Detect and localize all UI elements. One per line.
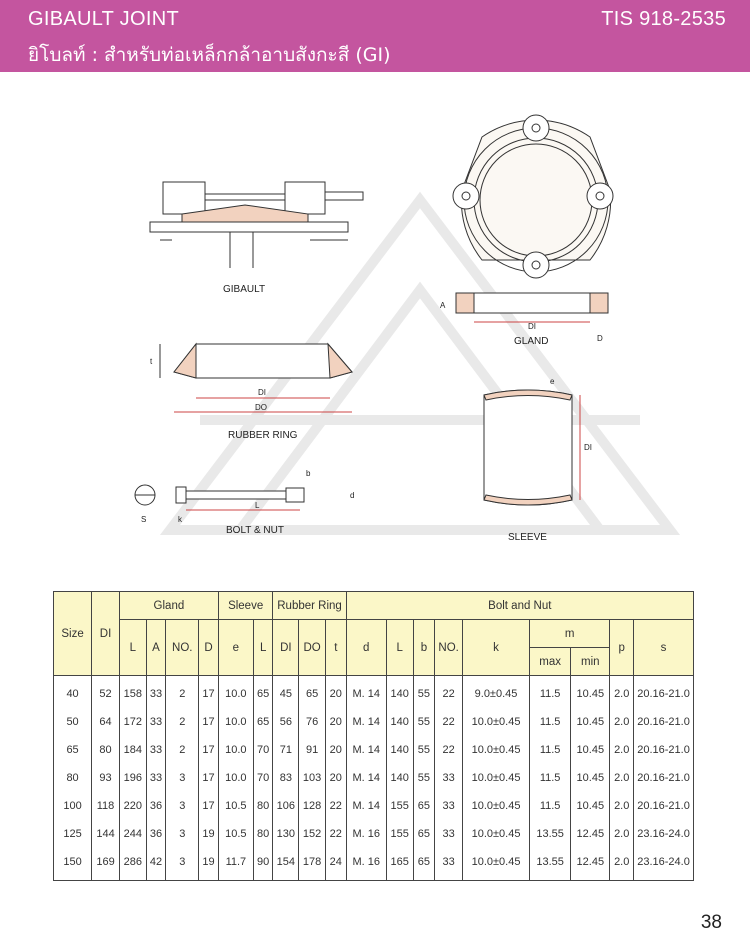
table-cell: 50 [54, 708, 92, 736]
table-cell: 9.0±0.45 [463, 676, 530, 709]
subheader-sleeve-e: e [218, 620, 253, 676]
table-cell: 3 [166, 820, 199, 848]
table-cell: 65 [413, 820, 435, 848]
table-cell: 33 [435, 848, 463, 881]
table-cell: 144 [92, 820, 120, 848]
table-cell: 23.16-24.0 [634, 820, 694, 848]
table-cell: 152 [299, 820, 326, 848]
table-cell: 130 [273, 820, 299, 848]
table-cell: 33 [435, 820, 463, 848]
bolt-nut-drawing [135, 485, 304, 510]
header-gland: Gland [119, 592, 218, 620]
table-cell: 2.0 [610, 848, 634, 881]
subheader-bolt-p: p [610, 620, 634, 676]
table-cell: 20.16-21.0 [634, 676, 694, 709]
page-header [0, 0, 750, 72]
table-cell: 165 [386, 848, 413, 881]
label-bolt-nut: BOLT & NUT [226, 525, 284, 536]
table-cell: M. 14 [346, 708, 386, 736]
subheader-m-max: max [530, 648, 571, 676]
table-row [54, 764, 694, 792]
table-cell: 65 [253, 708, 273, 736]
table-cell: 55 [413, 676, 435, 709]
table-cell: 70 [253, 736, 273, 764]
header-rubber-ring: Rubber Ring [273, 592, 346, 620]
subheader-gland-l: L [119, 620, 146, 676]
table-cell: 10.5 [218, 792, 253, 820]
header-sleeve: Sleeve [218, 592, 273, 620]
table-cell: 42 [146, 848, 166, 881]
header-size: Size [54, 592, 92, 676]
gland-top-view-drawing [453, 115, 613, 278]
table-cell: 65 [413, 792, 435, 820]
label-bolt-s: S [141, 515, 147, 524]
table-cell: 65 [253, 676, 273, 709]
label-rubber-ring: RUBBER RING [228, 430, 298, 441]
table-cell: 169 [92, 848, 120, 881]
table-cell: 20.16-21.0 [634, 708, 694, 736]
subheader-gland-no: NO. [166, 620, 199, 676]
table-cell: M. 14 [346, 676, 386, 709]
table-cell: 2.0 [610, 764, 634, 792]
table-cell: 17 [199, 736, 219, 764]
label-ring-di: DI [258, 388, 266, 397]
table-cell: 80 [253, 792, 273, 820]
subheader-bolt-m: m [530, 620, 610, 648]
table-cell: 11.5 [530, 708, 571, 736]
label-dim-a: A [440, 301, 446, 310]
label-gland-d: D [597, 334, 603, 343]
subheader-bolt-d: d [346, 620, 386, 676]
table-cell: 10.0±0.45 [463, 708, 530, 736]
table-cell: 10.0±0.45 [463, 736, 530, 764]
label-sleeve-e: e [550, 377, 555, 386]
table-cell: 184 [119, 736, 146, 764]
subheader-gland-d: D [199, 620, 219, 676]
table-cell: 65 [299, 676, 326, 709]
table-cell: 2 [166, 676, 199, 709]
table-cell: 13.55 [530, 848, 571, 881]
table-cell: 24 [326, 848, 347, 881]
label-sleeve-di: DI [584, 443, 592, 452]
subheader-sleeve-l: L [253, 620, 273, 676]
table-cell: 118 [92, 792, 120, 820]
table-cell: 33 [146, 676, 166, 709]
subheader-ring-t: t [326, 620, 347, 676]
table-cell: 10.0±0.45 [463, 820, 530, 848]
table-cell: 80 [92, 736, 120, 764]
table-cell: M. 16 [346, 848, 386, 881]
table-cell: 83 [273, 764, 299, 792]
table-cell: 20 [326, 676, 347, 709]
table-cell: 3 [166, 764, 199, 792]
table-cell: 2.0 [610, 736, 634, 764]
subheader-ring-do: DO [299, 620, 326, 676]
table-cell: 20 [326, 736, 347, 764]
table-cell: 80 [54, 764, 92, 792]
table-cell: 56 [273, 708, 299, 736]
table-cell: 40 [54, 676, 92, 709]
table-cell: 12.45 [571, 820, 610, 848]
table-row [54, 820, 694, 848]
header-di: DI [92, 592, 120, 676]
table-cell: 10.0 [218, 708, 253, 736]
table-cell: 10.5 [218, 820, 253, 848]
table-row [54, 676, 694, 709]
label-bolt-k: k [178, 515, 182, 524]
table-cell: 11.5 [530, 676, 571, 709]
label-gland: GLAND [514, 336, 549, 347]
table-cell: 11.7 [218, 848, 253, 881]
gibault-spec-table [53, 591, 694, 881]
table-cell: 155 [386, 820, 413, 848]
table-cell: 90 [253, 848, 273, 881]
table-cell: 2 [166, 736, 199, 764]
table-cell: 80 [253, 820, 273, 848]
table-row [54, 848, 694, 881]
table-cell: 158 [119, 676, 146, 709]
subheader-bolt-k: k [463, 620, 530, 676]
table-cell: 19 [199, 820, 219, 848]
table-cell: 36 [146, 820, 166, 848]
table-cell: 128 [299, 792, 326, 820]
table-cell: 106 [273, 792, 299, 820]
table-cell: 150 [54, 848, 92, 881]
table-cell: 91 [299, 736, 326, 764]
table-cell: 12.45 [571, 848, 610, 881]
table-cell: 196 [119, 764, 146, 792]
table-cell: 65 [54, 736, 92, 764]
table-cell: 76 [299, 708, 326, 736]
table-cell: 22 [435, 708, 463, 736]
table-cell: M. 14 [346, 764, 386, 792]
table-cell: 3 [166, 848, 199, 881]
table-cell: 3 [166, 792, 199, 820]
table-cell: 22 [326, 820, 347, 848]
label-ring-do: DO [255, 403, 267, 412]
table-cell: 10.0 [218, 676, 253, 709]
table-cell: 2 [166, 708, 199, 736]
label-gland-di: DI [528, 322, 536, 331]
table-cell: 19 [199, 848, 219, 881]
table-cell: 55 [413, 708, 435, 736]
table-cell: 33 [146, 764, 166, 792]
table-cell: 33 [435, 764, 463, 792]
table-cell: 10.45 [571, 764, 610, 792]
subheader-bolt-s: s [634, 620, 694, 676]
subheader-gland-a: A [146, 620, 166, 676]
table-cell: 140 [386, 764, 413, 792]
table-cell: 11.5 [530, 792, 571, 820]
table-cell: 10.0±0.45 [463, 792, 530, 820]
table-cell: 17 [199, 792, 219, 820]
table-cell: 22 [435, 676, 463, 709]
gibault-assembly-drawing [150, 182, 363, 268]
label-ring-t: t [150, 357, 153, 366]
table-cell: 10.0±0.45 [463, 848, 530, 881]
spec-table-body [54, 676, 694, 881]
table-cell: 20.16-21.0 [634, 764, 694, 792]
table-cell: 140 [386, 708, 413, 736]
table-cell: 17 [199, 708, 219, 736]
table-cell: 55 [413, 736, 435, 764]
table-cell: 20.16-21.0 [634, 792, 694, 820]
table-cell: 103 [299, 764, 326, 792]
subheader-bolt-b: b [413, 620, 435, 676]
label-bolt-b: b [306, 469, 311, 478]
table-cell: 20.16-21.0 [634, 736, 694, 764]
table-cell: 64 [92, 708, 120, 736]
sleeve-drawing [484, 390, 580, 505]
table-cell: 286 [119, 848, 146, 881]
table-cell: 2.0 [610, 792, 634, 820]
table-cell: 155 [386, 792, 413, 820]
table-cell: 100 [54, 792, 92, 820]
table-cell: 45 [273, 676, 299, 709]
page-title: GIBAULT JOINT [28, 8, 179, 30]
table-cell: 33 [146, 708, 166, 736]
table-cell: 10.0 [218, 764, 253, 792]
table-cell: 10.45 [571, 676, 610, 709]
page-number: 38 [700, 912, 722, 933]
label-gibault: GIBAULT [223, 284, 266, 295]
table-cell: 10.45 [571, 736, 610, 764]
table-cell: 52 [92, 676, 120, 709]
table-cell: 2.0 [610, 676, 634, 709]
table-row [54, 708, 694, 736]
table-cell: 17 [199, 764, 219, 792]
technical-drawings [0, 90, 750, 570]
subheader-bolt-l: L [386, 620, 413, 676]
table-cell: 178 [299, 848, 326, 881]
table-cell: 140 [386, 676, 413, 709]
table-cell: 172 [119, 708, 146, 736]
table-cell: 11.5 [530, 736, 571, 764]
label-sleeve: SLEEVE [508, 532, 547, 543]
table-cell: 36 [146, 792, 166, 820]
table-cell: 33 [146, 736, 166, 764]
table-cell: 11.5 [530, 764, 571, 792]
table-cell: 10.45 [571, 708, 610, 736]
table-cell: 20 [326, 708, 347, 736]
subheader-bolt-no: NO. [435, 620, 463, 676]
subheader-ring-di: DI [273, 620, 299, 676]
header-bolt-nut: Bolt and Nut [346, 592, 693, 620]
table-cell: 22 [435, 736, 463, 764]
table-cell: 55 [413, 764, 435, 792]
table-cell: 2.0 [610, 708, 634, 736]
table-cell: M. 14 [346, 736, 386, 764]
page-subtitle: ยิโบลท์ : สำหรับท่อเหล็กกล้าอาบสังกะสี (GI) [28, 44, 391, 66]
table-cell: 125 [54, 820, 92, 848]
table-cell: 244 [119, 820, 146, 848]
subheader-m-min: min [571, 648, 610, 676]
table-cell: 33 [435, 792, 463, 820]
table-cell: 20 [326, 764, 347, 792]
table-cell: 17 [199, 676, 219, 709]
label-bolt-l: L [255, 501, 260, 510]
table-cell: 71 [273, 736, 299, 764]
gland-section-drawing [456, 293, 608, 322]
table-cell: 70 [253, 764, 273, 792]
table-cell: M. 16 [346, 820, 386, 848]
table-cell: 154 [273, 848, 299, 881]
table-cell: 10.0±0.45 [463, 764, 530, 792]
table-cell: 65 [413, 848, 435, 881]
table-cell: 10.0 [218, 736, 253, 764]
table-cell: 13.55 [530, 820, 571, 848]
table-cell: 220 [119, 792, 146, 820]
table-cell: 22 [326, 792, 347, 820]
table-row [54, 792, 694, 820]
table-cell: 93 [92, 764, 120, 792]
table-cell: 140 [386, 736, 413, 764]
standard-code: TIS 918-2535 [601, 8, 726, 30]
label-bolt-d: d [350, 491, 355, 500]
table-cell: M. 14 [346, 792, 386, 820]
table-cell: 23.16-24.0 [634, 848, 694, 881]
table-cell: 2.0 [610, 820, 634, 848]
rubber-ring-drawing [160, 344, 352, 412]
table-row [54, 736, 694, 764]
table-cell: 10.45 [571, 792, 610, 820]
